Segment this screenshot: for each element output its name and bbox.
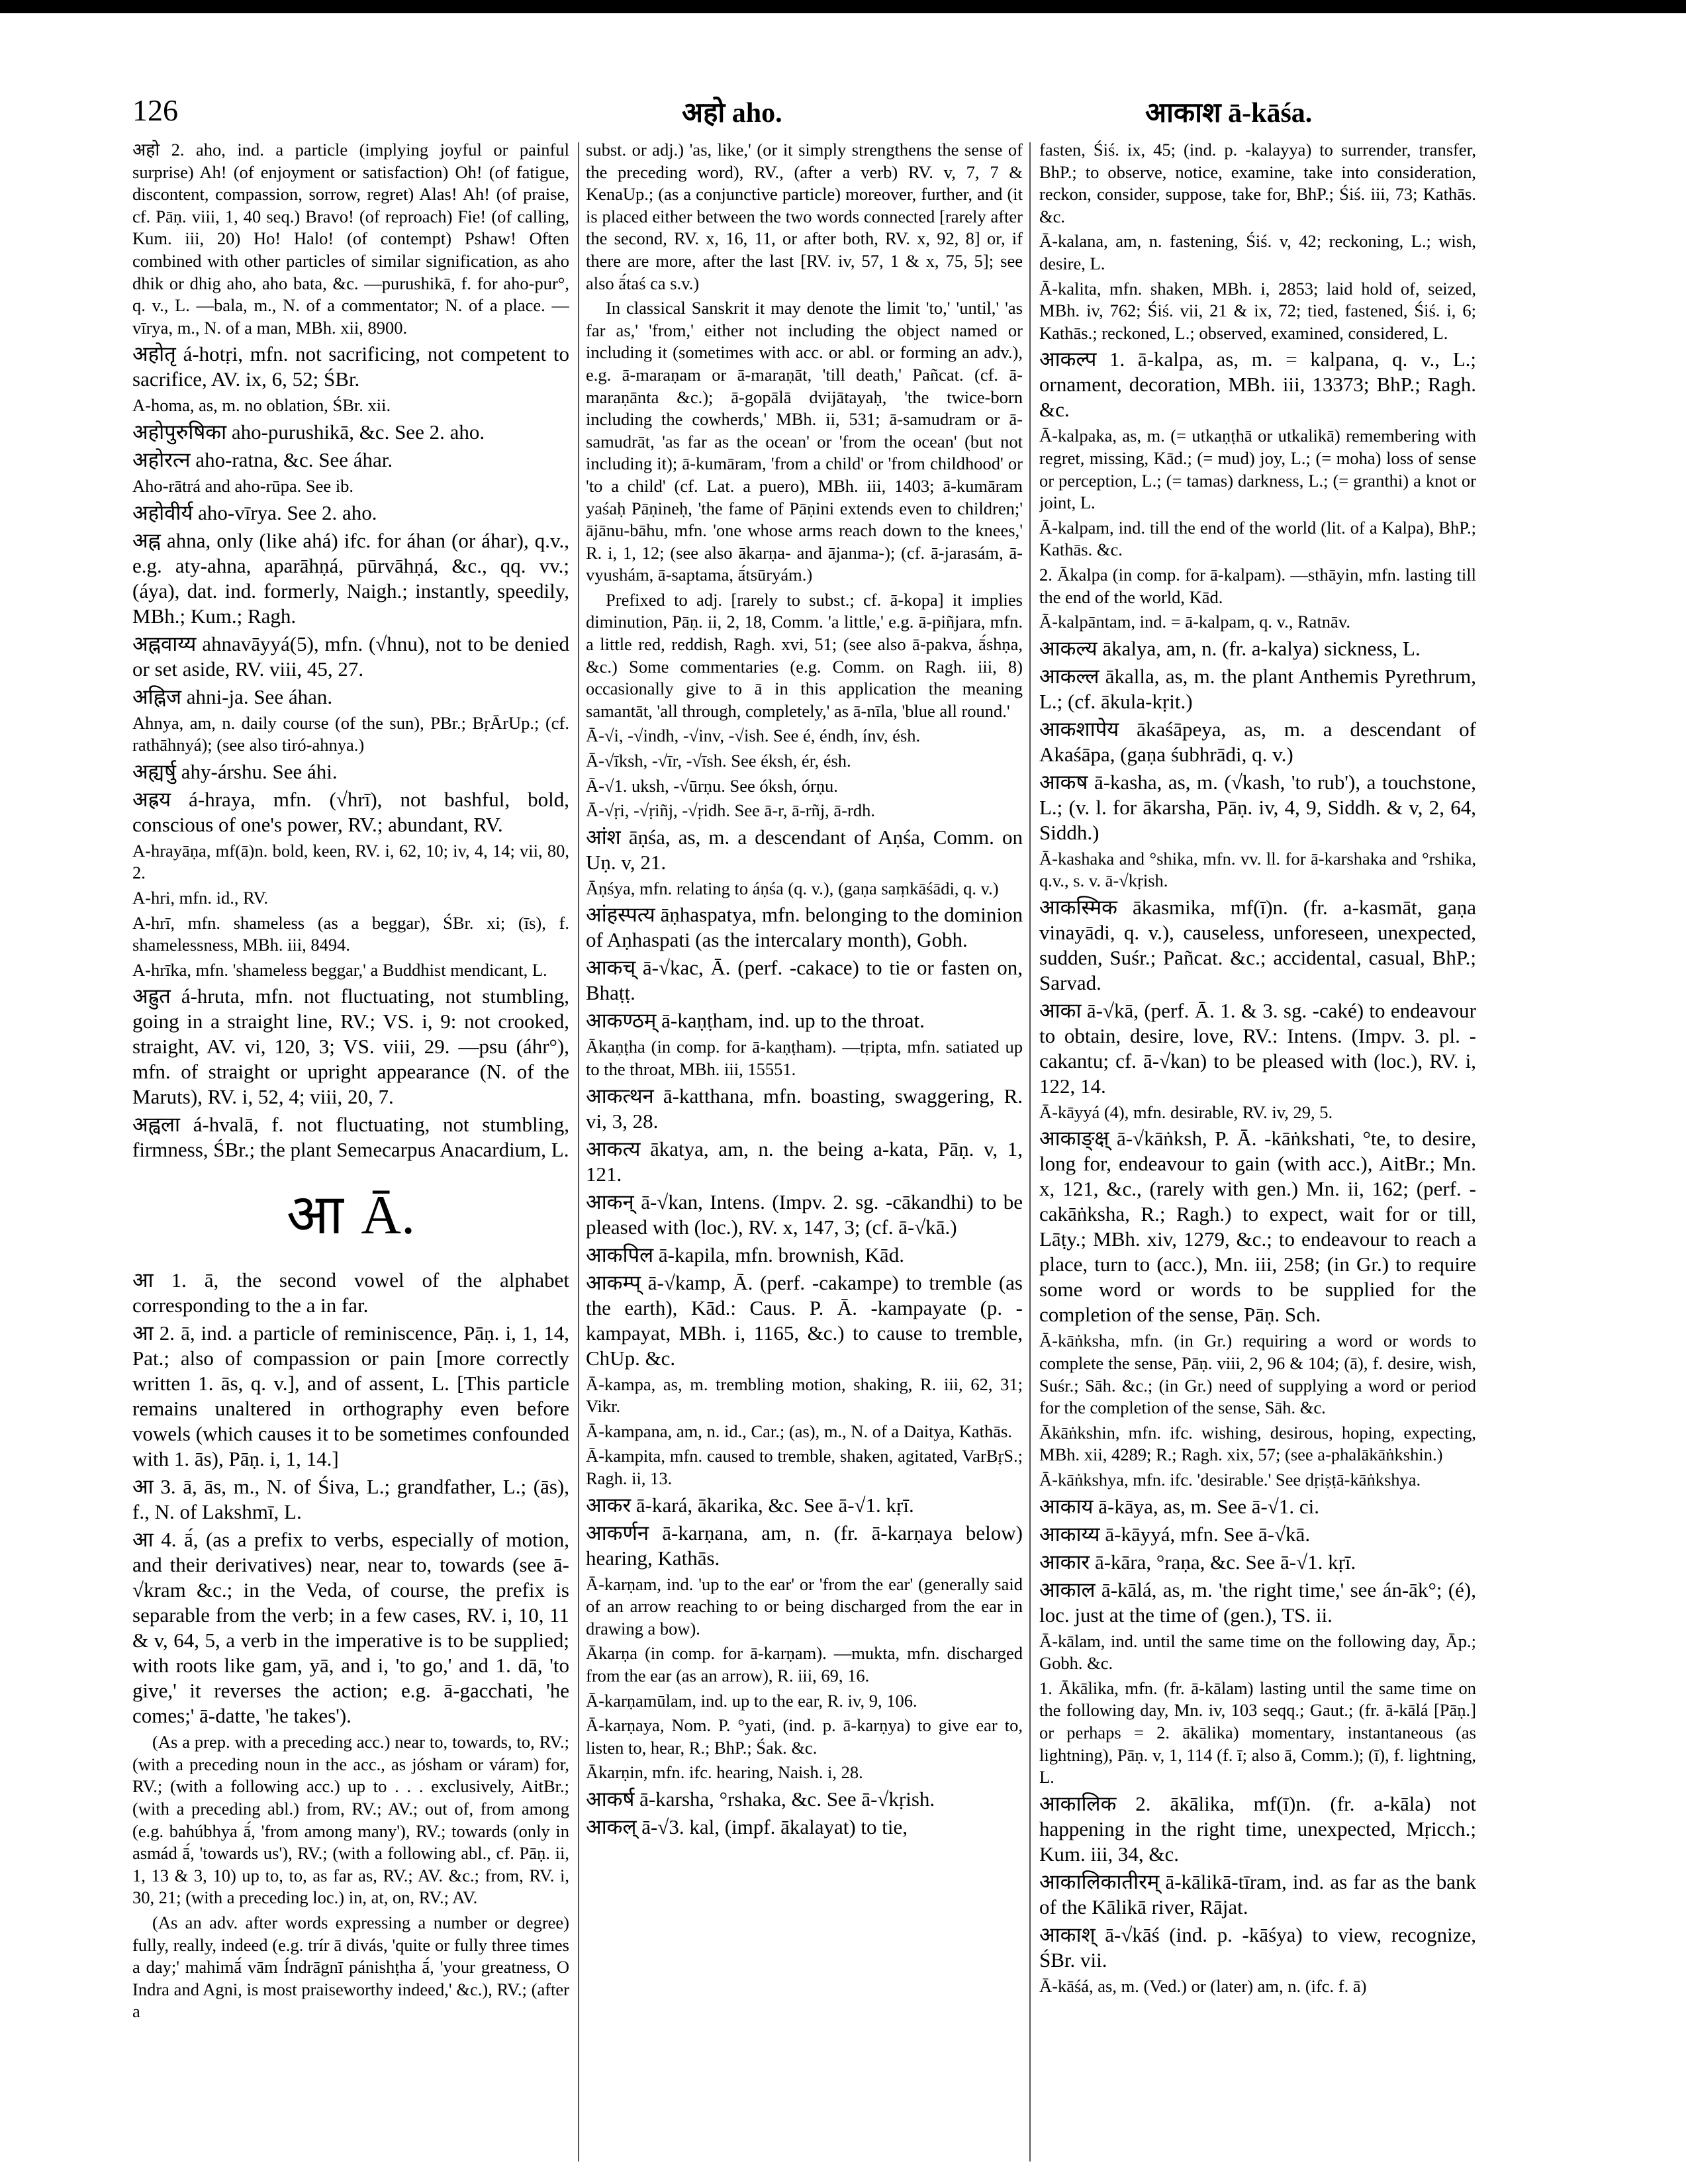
section-heading	[132, 1176, 569, 1252]
dictionary-entry: अहोतृ á-hotṛi, mfn. not sacrificing, not competent to sacrifice, AV. ix, 6, 52; ŚBr.	[132, 342, 569, 391]
column-right	[1039, 139, 1476, 2158]
dictionary-entry: आकम्प् ā-√kamp, Ā. (perf. -cakampe) to tremble (as the earth), Kād.: Caus. P. Ā. -kampayate (p. -kampayat, MBh. i, 1165, &c.) to cause to tremble, ChUp. &c.	[586, 1270, 1023, 1370]
dictionary-entry: आंश āṇśa, as, m. a descendant of Aṇśa, Comm. on Uṇ. v, 21.	[586, 825, 1023, 874]
dictionary-entry: Ā-√ṛi, -√ṛiñj, -√ṛidh. See ā-r, ā-rñj, ā-rdh.	[586, 800, 875, 821]
dictionary-entry: आकष ā-kasha, as, m. (√kash, 'to rub'), a touchstone, L.; (v. l. for ākarsha, Pāṇ. iv, 4, 9, Siddh. & v, 2, 64, Siddh.)	[1039, 770, 1476, 844]
dictionary-entry: अहोपुरुषिका aho-purushikā, &c. See 2. aho.	[132, 420, 485, 444]
dictionary-entry: Aho-rātrá and aho-rūpa. See ib.	[132, 475, 354, 496]
dictionary-entry: आकाय्य ā-kāyyá, mfn. See ā-√kā.	[1039, 1522, 1311, 1546]
dictionary-entry: आकर्णन ā-karṇana, am, n. (fr. ā-karṇaya below) hearing, Kathās.	[586, 1521, 1023, 1570]
dictionary-entry: आ 1. ā, the second vowel of the alphabet corresponding to the a in far.	[132, 1268, 569, 1317]
dictionary-entry: आकत्य ākatya, am, n. the being a-kata, Pāṇ. v, 1, 121.	[586, 1137, 1023, 1186]
dictionary-entry: Ā-kalita, mfn. shaken, MBh. i, 2853; laid hold of, seized, MBh. iv, 762; Śiś. vii, 21 & ix, 72; tied, fastened, Śiś. i, 6; Kathās.; reckoned, L.; observed, examined, considered, L.	[1039, 278, 1476, 343]
page-header	[132, 86, 1556, 139]
dictionary-entry: 1. Ākālika, mfn. (fr. ā-kālam) lasting until the same time on the following day, Mn. iv, 103 seqq.; Gaut.; (fr. ā-kālá [Pāṇ.] or perhaps = 2. ākālika) momentary, instantaneous (as lightning), Pāṇ. v, 1, 114 (f. ī; also ā, Comm.); (ī), f. lightning, L.	[1039, 1678, 1476, 1787]
column-divider	[1029, 142, 1031, 2161]
dictionary-entry: (As a prep. with a preceding acc.) near to, towards, to, RV.; (with a preceding noun in the acc., as jósham or váram) for, RV.; (with a following acc.) up to . . . exclusively, AitBr.; (with a preceding abl.) from, RV.; AV.; out of, from among (e.g. bahúbhya ā́, 'from among many'), RV.; towards (only in asmád ā́, 'towards us'), RV.; (with a following abl., cf. Pāṇ. ii, 1, 13 & 3, 10) up to, to, as far as, RV.; AV. &c.; from, RV. i, 30, 21; (with a preceding loc.) in, at, on, RV.; AV.	[132, 1732, 569, 1908]
dictionary-entry: आकस्मिक ākasmika, mf(ī)n. (fr. a-kasmāt, gaṇa vinayādi, q. v.), causeless, unforeseen, unexpected, sudden, Suśr.; Pañcat. &c.; accidental, casual, BhP.; Sarvad.	[1039, 895, 1476, 994]
dictionary-entry: Ā-karṇam, ind. 'up to the ear' or 'from the ear' (generally said of an arrow reaching to or being discharged from the ear in drawing a bow).	[586, 1574, 1023, 1638]
dictionary-entry: Ā-kampita, mfn. caused to tremble, shaken, agitated, VarBṛS.; Ragh. ii, 13.	[586, 1446, 1023, 1488]
dictionary-entry: आकाल ā-kālá, as, m. 'the right time,' see án-āk°; (é), loc. just at the time of (gen.), TS. ii.	[1039, 1578, 1476, 1627]
dictionary-entry: आकल्ल ākalla, as, m. the plant Anthemis Pyrethrum, L.; (cf. ākula-kṛit.)	[1039, 664, 1476, 713]
column-left	[132, 139, 569, 2158]
dictionary-entry: अह्रुत á-hruta, mfn. not fluctuating, not stumbling, going in a straight line, RV.; VS. i, 9: not crooked, straight, AV. vi, 120, 3; VS. viii, 29. —psu (áhr°), mfn. of straight or upright appearance (N. of the Maruts), RV. i, 52, 4; viii, 20, 7.	[132, 984, 569, 1109]
section-heading-roman: Ā.	[361, 1184, 416, 1247]
page-number: 126	[132, 93, 178, 127]
right-running-head: आकाश ā-kāśa.	[1145, 98, 1313, 128]
dictionary-entry: Ā-kālam, ind. until the same time on the following day, Āp.; Gobh. &c.	[1039, 1631, 1476, 1674]
dictionary-entry: A-homa, as, m. no oblation, ŚBr. xii.	[132, 395, 391, 416]
dictionary-entry: Ā-kashaka and °shika, mfn. vv. ll. for ā-karshaka and °rshika, q.v., s. v. ā-√kṛish.	[1039, 848, 1476, 891]
section-heading-deva: आ	[286, 1184, 344, 1247]
dictionary-entry: Ā-kalpaka, as, m. (= utkaṇṭhā or utkalikā) remembering with regret, missing, Kād.; (= mud) joy, L.; (= moha) loss of sense or perception, L.; (= tamas) darkness, L.; (= granthi) a knot or joint, L.	[1039, 426, 1476, 513]
dictionary-entry: आ 2. ā, ind. a particle of reminiscence, Pāṇ. i, 1, 14, Pat.; also of compassion or pain [more correctly written 1. ās, q. v.], and of assent, L. [This particle remains unaltered in orthography even before vowels (which causes it to be sometimes confounded with 1. ās), Pāṇ. i, 1, 14.]	[132, 1321, 569, 1471]
dictionary-entry: Ahnya, am, n. daily course (of the sun), PBr.; BṛĀrUp.; (cf. rathāhnyá); (see also tiró-ahnya.)	[132, 712, 569, 755]
dictionary-entry: Ākāṅkshin, mfn. ifc. wishing, desirous, hoping, expecting, MBh. xii, 4289; R.; Ragh. xix, 57; (see a-phalākāṅkshin.)	[1039, 1422, 1476, 1465]
dictionary-entry: (As an adv. after words expressing a number or degree) fully, really, indeed (e.g. trír ā divás, 'quite or fully three times a day;' mahimā́ vām Índrāgnī pánishṭha ā́, 'your greatness, O Indra and Agni, is most praiseworthy indeed,' &c.), RV.; (after a	[132, 1913, 569, 2022]
dictionary-entry: आकल् ā-√3. kal, (impf. ākalayat) to tie,	[586, 1815, 908, 1838]
column-divider	[578, 142, 579, 2161]
dictionary-entry: अह्रय á-hraya, mfn. (√hrī), not bashful, bold, conscious of one's power, RV.; abundant, RV.	[132, 787, 569, 836]
top-edge-bar	[0, 0, 1686, 13]
dictionary-entry: Ā-kāṅkshya, mfn. ifc. 'desirable.' See dṛiṣṭā-kāṅkshya.	[1039, 1470, 1421, 1490]
dictionary-entry: Ā-√īksh, -√īr, -√īsh. See éksh, ér, ésh.	[586, 751, 851, 771]
dictionary-entry: आकर ā-kará, ākarika, &c. See ā-√1. kṛī.	[586, 1493, 914, 1517]
dictionary-entry: आकण्ठम् ā-kaṇṭham, ind. up to the throat.	[586, 1009, 925, 1033]
dictionary-entry: आकल्य ākalya, am, n. (fr. a-kalya) sickness, L.	[1039, 636, 1421, 660]
dictionary-entry: आकपिल ā-kapila, mfn. brownish, Kād.	[586, 1243, 904, 1266]
dictionary-entry: अह्निज ahni-ja. See áhan.	[132, 685, 333, 708]
dictionary-entry: Ā-karṇaya, Nom. P. °yati, (ind. p. ā-karṇya) to give ear to, listen to, hear, R.; BhP.; Śak. &c.	[586, 1715, 1023, 1758]
dictionary-entry: Ākaṇṭha (in comp. for ā-kaṇṭham). —tṛipta, mfn. satiated up to the throat, MBh. iii, 15551.	[586, 1037, 1023, 1079]
dictionary-entry: Ā-kāyyá (4), mfn. desirable, RV. iv, 29, 5.	[1039, 1102, 1333, 1122]
dictionary-entry: आकच् ā-√kac, Ā. (perf. -cakace) to tie or fasten on, Bhaṭṭ.	[586, 956, 1023, 1005]
dictionary-entry: Ā-kampana, am, n. id., Car.; (as), m., N. of a Daitya, Kathās.	[586, 1421, 1012, 1441]
dictionary-entry: आकालिक 2. ākālika, mf(ī)n. (fr. a-kāla) not happening in the right time, unexpected, Mṛicch.; Kum. iii, 34, &c.	[1039, 1791, 1476, 1866]
dictionary-entry: अह्वला á-hvalā, f. not fluctuating, not stumbling, firmness, ŚBr.; the plant Semecarpus Anacardium, L.	[132, 1113, 569, 1162]
dictionary-entry: A-hrīka, mfn. 'shameless beggar,' a Buddhist mendicant, L.	[132, 959, 547, 980]
dictionary-entry: Ā-√1. uksh, -√ūrṇu. See óksh, órṇu.	[586, 775, 838, 796]
dictionary-entry: A-hri, mfn. id., RV.	[132, 887, 268, 908]
dictionary-entry: Ā-kalana, am, n. fastening, Śiś. v, 42; reckoning, L.; wish, desire, L.	[1039, 231, 1476, 273]
dictionary-page	[0, 13, 1686, 2184]
dictionary-entry: Ā-kāṅksha, mfn. (in Gr.) requiring a word or words to complete the sense, Pāṇ. viii, 2, 96 & 104; (ā), f. desire, wish, Suśr.; Sāh. &c.; (in Gr.) need of supplying a word or period for the completion of the sense, Sāh. &c.	[1039, 1331, 1476, 1418]
dictionary-entry: A-hrī, mfn. shameless (as a beggar), ŚBr. xi; (īs), f. shamelessness, MBh. iii, 8494.	[132, 912, 569, 955]
dictionary-entry: 2. Ākalpa (in comp. for ā-kalpam). —sthāyin, mfn. lasting till the end of the world, Kād.	[1039, 564, 1476, 607]
dictionary-entry: In classical Sanskrit it may denote the limit 'to,' 'until,' 'as far as,' 'from,' either not including the object named or including it (sometimes with acc. or abl. or forming an adv.), e.g. ā-maraṇam or ā-maraṇāt, 'till death,' Pañcat. (cf. ā-maraṇānta &c.); ā-gopālā dvijātayaḥ, 'the twice-born including the cowherds,' MBh. ii, 531; ā-samudram or ā-samudrāt, 'as far as the ocean' or 'from the ocean' (but not including it); ā-kumāram, 'from a child' or 'from childhood' or 'to a child' (cf. Lat. a puero), MBh. iii, 1403; ā-kumāram yaśaḥ Pāṇineḥ, 'the fame of Pāṇini extends even to children;' ājānu-bāhu, mfn. 'one whose arms reach down to the knees,' R. i, 1, 12; (see also ākarṇa- and ājanma-); (cf. ā-jarasám, ā-vyushám, ā-saptama, ā́tsūryám.)	[586, 298, 1023, 585]
dictionary-entry: Āṇśya, mfn. relating to áṇśa (q. v.), (gaṇa saṃkāśādi, q. v.)	[586, 878, 999, 898]
dictionary-entry: Ā-kalpam, ind. till the end of the world (lit. of a Kalpa), BhP.; Kathās. &c.	[1039, 517, 1476, 560]
column-middle	[586, 139, 1023, 2158]
dictionary-entry: आकन् ā-√kan, Intens. (Impv. 2. sg. -cākandhi) to be pleased with (loc.), RV. x, 147, 3; (cf. ā-√kā.)	[586, 1190, 1023, 1239]
dictionary-entry: Ākarṇa (in comp. for ā-karṇam). —mukta, mfn. discharged from the ear (as an arrow), R. iii, 69, 16.	[586, 1643, 1023, 1685]
dictionary-entry: अहोरत्न aho-ratna, &c. See áhar.	[132, 448, 393, 471]
dictionary-entry: Prefixed to adj. [rarely to subst.; cf. ā-kopa] it implies diminution, Pāṇ. ii, 2, 18, Comm. 'a little,' e.g. ā-piñjara, mfn. a little red, reddish, Ragh. xvi, 51; (see also ā-pakva, ā́shṇa, &c.) Some commentaries (e.g. Comm. on Ragh. iii, 8) occasionally give to ā in this application the meaning samantāt, 'all through, completely,' as ā-nīla, 'blue all round.'	[586, 589, 1023, 721]
dictionary-entry: आकल्प 1. ā-kalpa, as, m. = kalpana, q. v., L.; ornament, decoration, MBh. iii, 13373; BhP.; Ragh. &c.	[1039, 348, 1476, 422]
dictionary-entry: आकशापेय ākaśāpeya, as, m. a descendant of Akaśāpa, (gaṇa śubhrādi, q. v.)	[1039, 717, 1476, 766]
dictionary-entry: आकाय ā-kāya, as, m. See ā-√1. ci.	[1039, 1494, 1320, 1518]
dictionary-entry: आकाङ्क्ष् ā-√kāṅksh, P. Ā. -kāṅkshati, °te, to desire, long for, endeavour to gain (with acc.), AitBr.; Mn. x, 121, &c., (rarely with gen.) Mn. ii, 162; (perf. -cakāṅksha, R.; Ragh.) to expect, wait for or till, Lāṭy.; MBh. xiv, 1279, &c.; to endeavour to reach a place, turn to (acc.), Mn. iii, 258; (in Gr.) to require some word or words to be supplied for the completion of the sense, Pāṇ. Sch.	[1039, 1127, 1476, 1327]
dictionary-entry: Ā-kampa, as, m. trembling motion, shaking, R. iii, 62, 31; Vikr.	[586, 1374, 1023, 1417]
dictionary-entry: subst. or adj.) 'as, like,' (or it simply strengthens the sense of the preceding word), RV., (after a verb) RV. v, 7, 7 & KenaUp.; (as a conjunctive particle) moreover, further, and (it is placed either between the two words connected [rarely after the second, RV. x, 16, 11, or after both, RV. x, 92, 8] or, if there are more, after the last [RV. iv, 57, 1 & x, 75, 5]; see also ā́taś ca s.v.)	[586, 140, 1023, 293]
dictionary-entry: Ā-kalpāntam, ind. = ā-kalpam, q. v., Ratnāv.	[1039, 612, 1350, 632]
dictionary-entry: Ākarṇin, mfn. ifc. hearing, Naish. i, 28.	[586, 1762, 863, 1783]
dictionary-entry: अहो 2. aho, ind. a particle (implying joyful or painful surprise) Ah! (of enjoyment or satisfaction) Oh! (of fatigue, discontent, compassion, sorrow, regret) Alas! Ah! (of praise, cf. Pāṇ. viii, 1, 40 seq.) Bravo! (of reproach) Fie! (of calling, Kum. iii, 20) Ho! Halo! (of contempt) Pshaw! Often combined with other particles of similar signification, as aho dhik or dhig aho, aho bata, &c. —purushikā, f. for aho-pur°, q. v., L. —bala, m., N. of a commentator; N. of a place. —vīrya, m., N. of a man, MBh. xii, 8900.	[132, 140, 569, 338]
dictionary-entry: A-hrayāṇa, mf(ā)n. bold, keen, RV. i, 62, 10; iv, 4, 14; vii, 80, 2.	[132, 840, 569, 883]
dictionary-entry: अह्नवाय्य ahnavāyyá(5), mfn. (√hnu), not to be denied or set aside, RV. viii, 45, 27.	[132, 632, 569, 681]
dictionary-entry: आकाश् ā-√kāś (ind. p. -kāśya) to view, recognize, ŚBr. vii.	[1039, 1923, 1476, 1971]
dictionary-entry: आ 3. ā, ās, m., N. of Śiva, L.; grandfather, L.; (ās), f., N. of Lakshmī, L.	[132, 1475, 569, 1524]
dictionary-entry: आकत्थन ā-katthana, mfn. boasting, swaggering, R. vi, 3, 28.	[586, 1084, 1023, 1133]
dictionary-entry: अहोवीर्य aho-vīrya. See 2. aho.	[132, 500, 377, 524]
dictionary-entry: अह्यर्षु ahy-árshu. See áhi.	[132, 759, 338, 783]
dictionary-entry: Ā-kāśá, as, m. (Ved.) or (later) am, n. (ifc. f. ā)	[1039, 1975, 1367, 1996]
dictionary-entry: Ā-karṇamūlam, ind. up to the ear, R. iv, 9, 106.	[586, 1690, 917, 1711]
dictionary-entry: अह्न ahna, only (like ahá) ifc. for áhan (or áhar), q.v., e.g. aty-ahna, aparāhṇá, pūrvāhṇá, &c., qq. vv.; (áya), dat. ind. formerly, Naigh.; instantly, speedily, MBh.; Kum.; Ragh.	[132, 528, 569, 628]
dictionary-entry: आ 4. ā́, (as a prefix to verbs, especially of motion, and their derivatives) near, near to, towards (see ā-√kram &c.; in the Veda, of course, the prefix is separable from the verb; in a few cases, RV. i, 10, 11 & v, 64, 5, a verb in the imperative is to be supplied; with roots like gam, yā, and i, 'to go,' and 1. dā, 'to give,' it reverses the action; e.g. ā-gacchati, 'he comes;' ā-datte, 'he takes').	[132, 1528, 569, 1728]
left-running-head: अहो aho.	[682, 98, 782, 128]
dictionary-entry: Ā-√i, -√indh, -√inv, -√ish. See é, éndh, ínv, ésh.	[586, 726, 921, 746]
dictionary-entry: आंहस्पत्य āṇhaspatya, mfn. belonging to the dominion of Aṇhaspati (as the intercalary month), Gobh.	[586, 903, 1023, 952]
dictionary-entry: आकर्ष ā-karsha, °rshaka, &c. See ā-√kṛish.	[586, 1787, 935, 1811]
dictionary-entry: आकालिकातीरम् ā-kālikā-tīram, ind. as far as the bank of the Kālikā river, Rājat.	[1039, 1870, 1476, 1919]
dictionary-entry: आका ā-√kā, (perf. Ā. 1. & 3. sg. -caké) to endeavour to obtain, desire, love, RV.: Intens. (Impv. 3. pl. -cakantu; cf. ā-√kan) to be pleased with (loc.), RV. i, 122, 14.	[1039, 998, 1476, 1098]
dictionary-entry: fasten, Śiś. ix, 45; (ind. p. -kalayya) to surrender, transfer, BhP.; to observe, notice, examine, take into consideration, reckon, consider, suppose, take for, BhP.; Śiś. iii, 73; Kathās. &c.	[1039, 140, 1476, 226]
dictionary-entry: आकार ā-kāra, °raṇa, &c. See ā-√1. kṛī.	[1039, 1550, 1356, 1574]
